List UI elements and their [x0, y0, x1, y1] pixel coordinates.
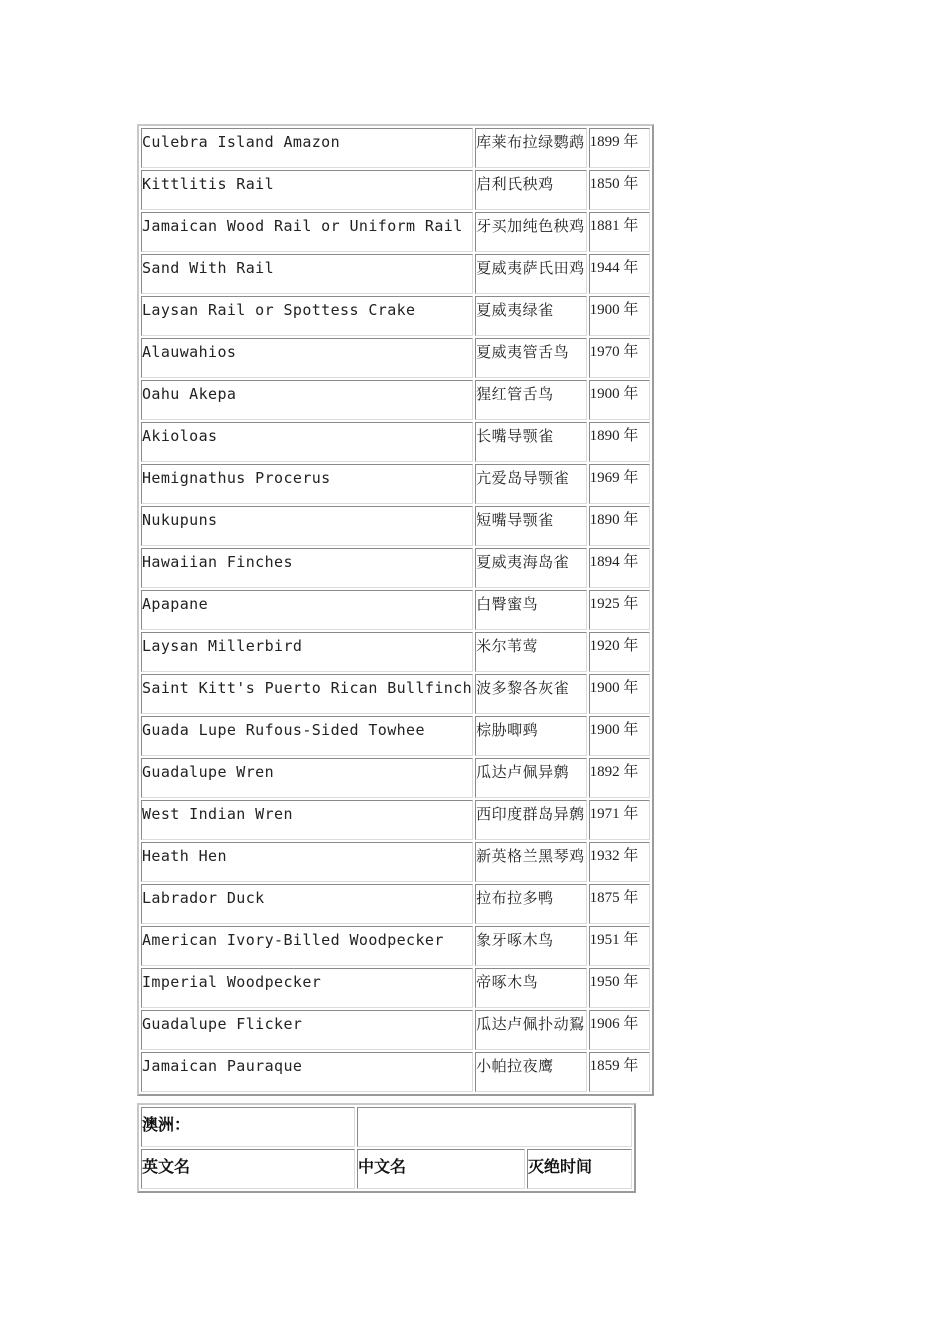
- chinese-name-cell: 猩红管舌鸟: [475, 380, 587, 420]
- english-name-cell: Laysan Rail or Spottess Crake: [141, 296, 473, 336]
- chinese-name-cell: 短嘴导颚雀: [475, 506, 587, 546]
- chinese-name-cell: 牙买加纯色秧鸡: [475, 212, 587, 252]
- english-name-cell: Laysan Millerbird: [141, 632, 473, 672]
- table-row: [141, 506, 650, 546]
- english-name-cell: Akioloas: [141, 422, 473, 462]
- table-row: [141, 842, 650, 882]
- extinction-year-cell: 1875 年: [589, 884, 650, 924]
- chinese-name-cell: 启利氏秧鸡: [475, 170, 587, 210]
- table-row: [141, 296, 650, 336]
- english-name-cell: Hawaiian Finches: [141, 548, 473, 588]
- english-name-cell: American Ivory-Billed Woodpecker: [141, 926, 473, 966]
- table-row: [141, 170, 650, 210]
- extinction-year-cell: 1925 年: [589, 590, 650, 630]
- table-row: [141, 1052, 650, 1092]
- table-row: [141, 380, 650, 420]
- english-name-cell: Oahu Akepa: [141, 380, 473, 420]
- english-name-cell: Kittlitis Rail: [141, 170, 473, 210]
- english-name-cell: Saint Kitt's Puerto Rican Bullfinch: [141, 674, 473, 714]
- english-name-cell: West Indian Wren: [141, 800, 473, 840]
- chinese-name-cell: 夏威夷海岛雀: [475, 548, 587, 588]
- english-name-cell: Imperial Woodpecker: [141, 968, 473, 1008]
- english-name-cell: Guadalupe Flicker: [141, 1010, 473, 1050]
- extinction-year-cell: 1890 年: [589, 506, 650, 546]
- extinction-year-cell: 1970 年: [589, 338, 650, 378]
- australia-table: [137, 1103, 636, 1193]
- extinction-year-cell: 1971 年: [589, 800, 650, 840]
- english-name-cell: Heath Hen: [141, 842, 473, 882]
- table-row: [141, 716, 650, 756]
- australia-header-row: [141, 1149, 632, 1189]
- table-row: [141, 674, 650, 714]
- english-name-cell: Guadalupe Wren: [141, 758, 473, 798]
- table-row: [141, 338, 650, 378]
- chinese-name-cell: 白臀蜜鸟: [475, 590, 587, 630]
- chinese-name-cell: 瓜达卢佩异鹩: [475, 758, 587, 798]
- extinction-year-cell: 1881 年: [589, 212, 650, 252]
- table-row: [141, 590, 650, 630]
- chinese-name-cell: 夏威夷萨氏田鸡: [475, 254, 587, 294]
- extinction-year-cell: 1900 年: [589, 674, 650, 714]
- header-extinction-time: 灭绝时间: [527, 1149, 632, 1189]
- english-name-cell: Jamaican Pauraque: [141, 1052, 473, 1092]
- australia-region-row: [141, 1107, 632, 1147]
- extinction-year-cell: 1900 年: [589, 380, 650, 420]
- english-name-cell: Guada Lupe Rufous-Sided Towhee: [141, 716, 473, 756]
- table-row: [141, 464, 650, 504]
- chinese-name-cell: 夏威夷绿雀: [475, 296, 587, 336]
- extinct-birds-table-body: [141, 128, 650, 1092]
- chinese-name-cell: 米尔苇莺: [475, 632, 587, 672]
- extinction-year-cell: 1892 年: [589, 758, 650, 798]
- table-row: [141, 758, 650, 798]
- extinction-year-cell: 1859 年: [589, 1052, 650, 1092]
- chinese-name-cell: 库莱布拉绿鹦鹉: [475, 128, 587, 168]
- extinct-birds-table: [137, 124, 654, 1096]
- english-name-cell: Alauwahios: [141, 338, 473, 378]
- chinese-name-cell: 波多黎各灰雀: [475, 674, 587, 714]
- extinction-year-cell: 1932 年: [589, 842, 650, 882]
- extinction-year-cell: 1969 年: [589, 464, 650, 504]
- table-row: [141, 632, 650, 672]
- chinese-name-cell: 象牙啄木鸟: [475, 926, 587, 966]
- header-english-name: 英文名: [141, 1149, 355, 1189]
- extinction-year-cell: 1850 年: [589, 170, 650, 210]
- english-name-cell: Sand With Rail: [141, 254, 473, 294]
- english-name-cell: Culebra Island Amazon: [141, 128, 473, 168]
- extinction-year-cell: 1920 年: [589, 632, 650, 672]
- extinction-year-cell: 1900 年: [589, 716, 650, 756]
- table-row: [141, 800, 650, 840]
- chinese-name-cell: 西印度群岛异鹩: [475, 800, 587, 840]
- table-row: [141, 128, 650, 168]
- australia-region-empty-cell: [357, 1107, 632, 1147]
- table-row: [141, 254, 650, 294]
- table-row: [141, 422, 650, 462]
- chinese-name-cell: 亢爱岛导颚雀: [475, 464, 587, 504]
- table-row: [141, 548, 650, 588]
- chinese-name-cell: 棕胁唧鹀: [475, 716, 587, 756]
- header-chinese-name: 中文名: [357, 1149, 525, 1189]
- english-name-cell: Hemignathus Procerus: [141, 464, 473, 504]
- chinese-name-cell: 长嘴导颚雀: [475, 422, 587, 462]
- extinction-year-cell: 1951 年: [589, 926, 650, 966]
- english-name-cell: Apapane: [141, 590, 473, 630]
- table-row: [141, 926, 650, 966]
- extinction-year-cell: 1900 年: [589, 296, 650, 336]
- extinction-year-cell: 1906 年: [589, 1010, 650, 1050]
- table-row: [141, 212, 650, 252]
- chinese-name-cell: 夏威夷管舌鸟: [475, 338, 587, 378]
- chinese-name-cell: 帝啄木鸟: [475, 968, 587, 1008]
- table-row: [141, 1010, 650, 1050]
- chinese-name-cell: 拉布拉多鸭: [475, 884, 587, 924]
- extinction-year-cell: 1890 年: [589, 422, 650, 462]
- table-row: [141, 968, 650, 1008]
- extinction-year-cell: 1944 年: [589, 254, 650, 294]
- chinese-name-cell: 瓜达卢佩扑动鴷: [475, 1010, 587, 1050]
- english-name-cell: Jamaican Wood Rail or Uniform Rail: [141, 212, 473, 252]
- extinction-year-cell: 1899 年: [589, 128, 650, 168]
- australia-region-label: 澳洲：: [141, 1107, 355, 1147]
- english-name-cell: Labrador Duck: [141, 884, 473, 924]
- chinese-name-cell: 小帕拉夜鹰: [475, 1052, 587, 1092]
- chinese-name-cell: 新英格兰黑琴鸡: [475, 842, 587, 882]
- english-name-cell: Nukupuns: [141, 506, 473, 546]
- extinction-year-cell: 1950 年: [589, 968, 650, 1008]
- extinction-year-cell: 1894 年: [589, 548, 650, 588]
- table-row: [141, 884, 650, 924]
